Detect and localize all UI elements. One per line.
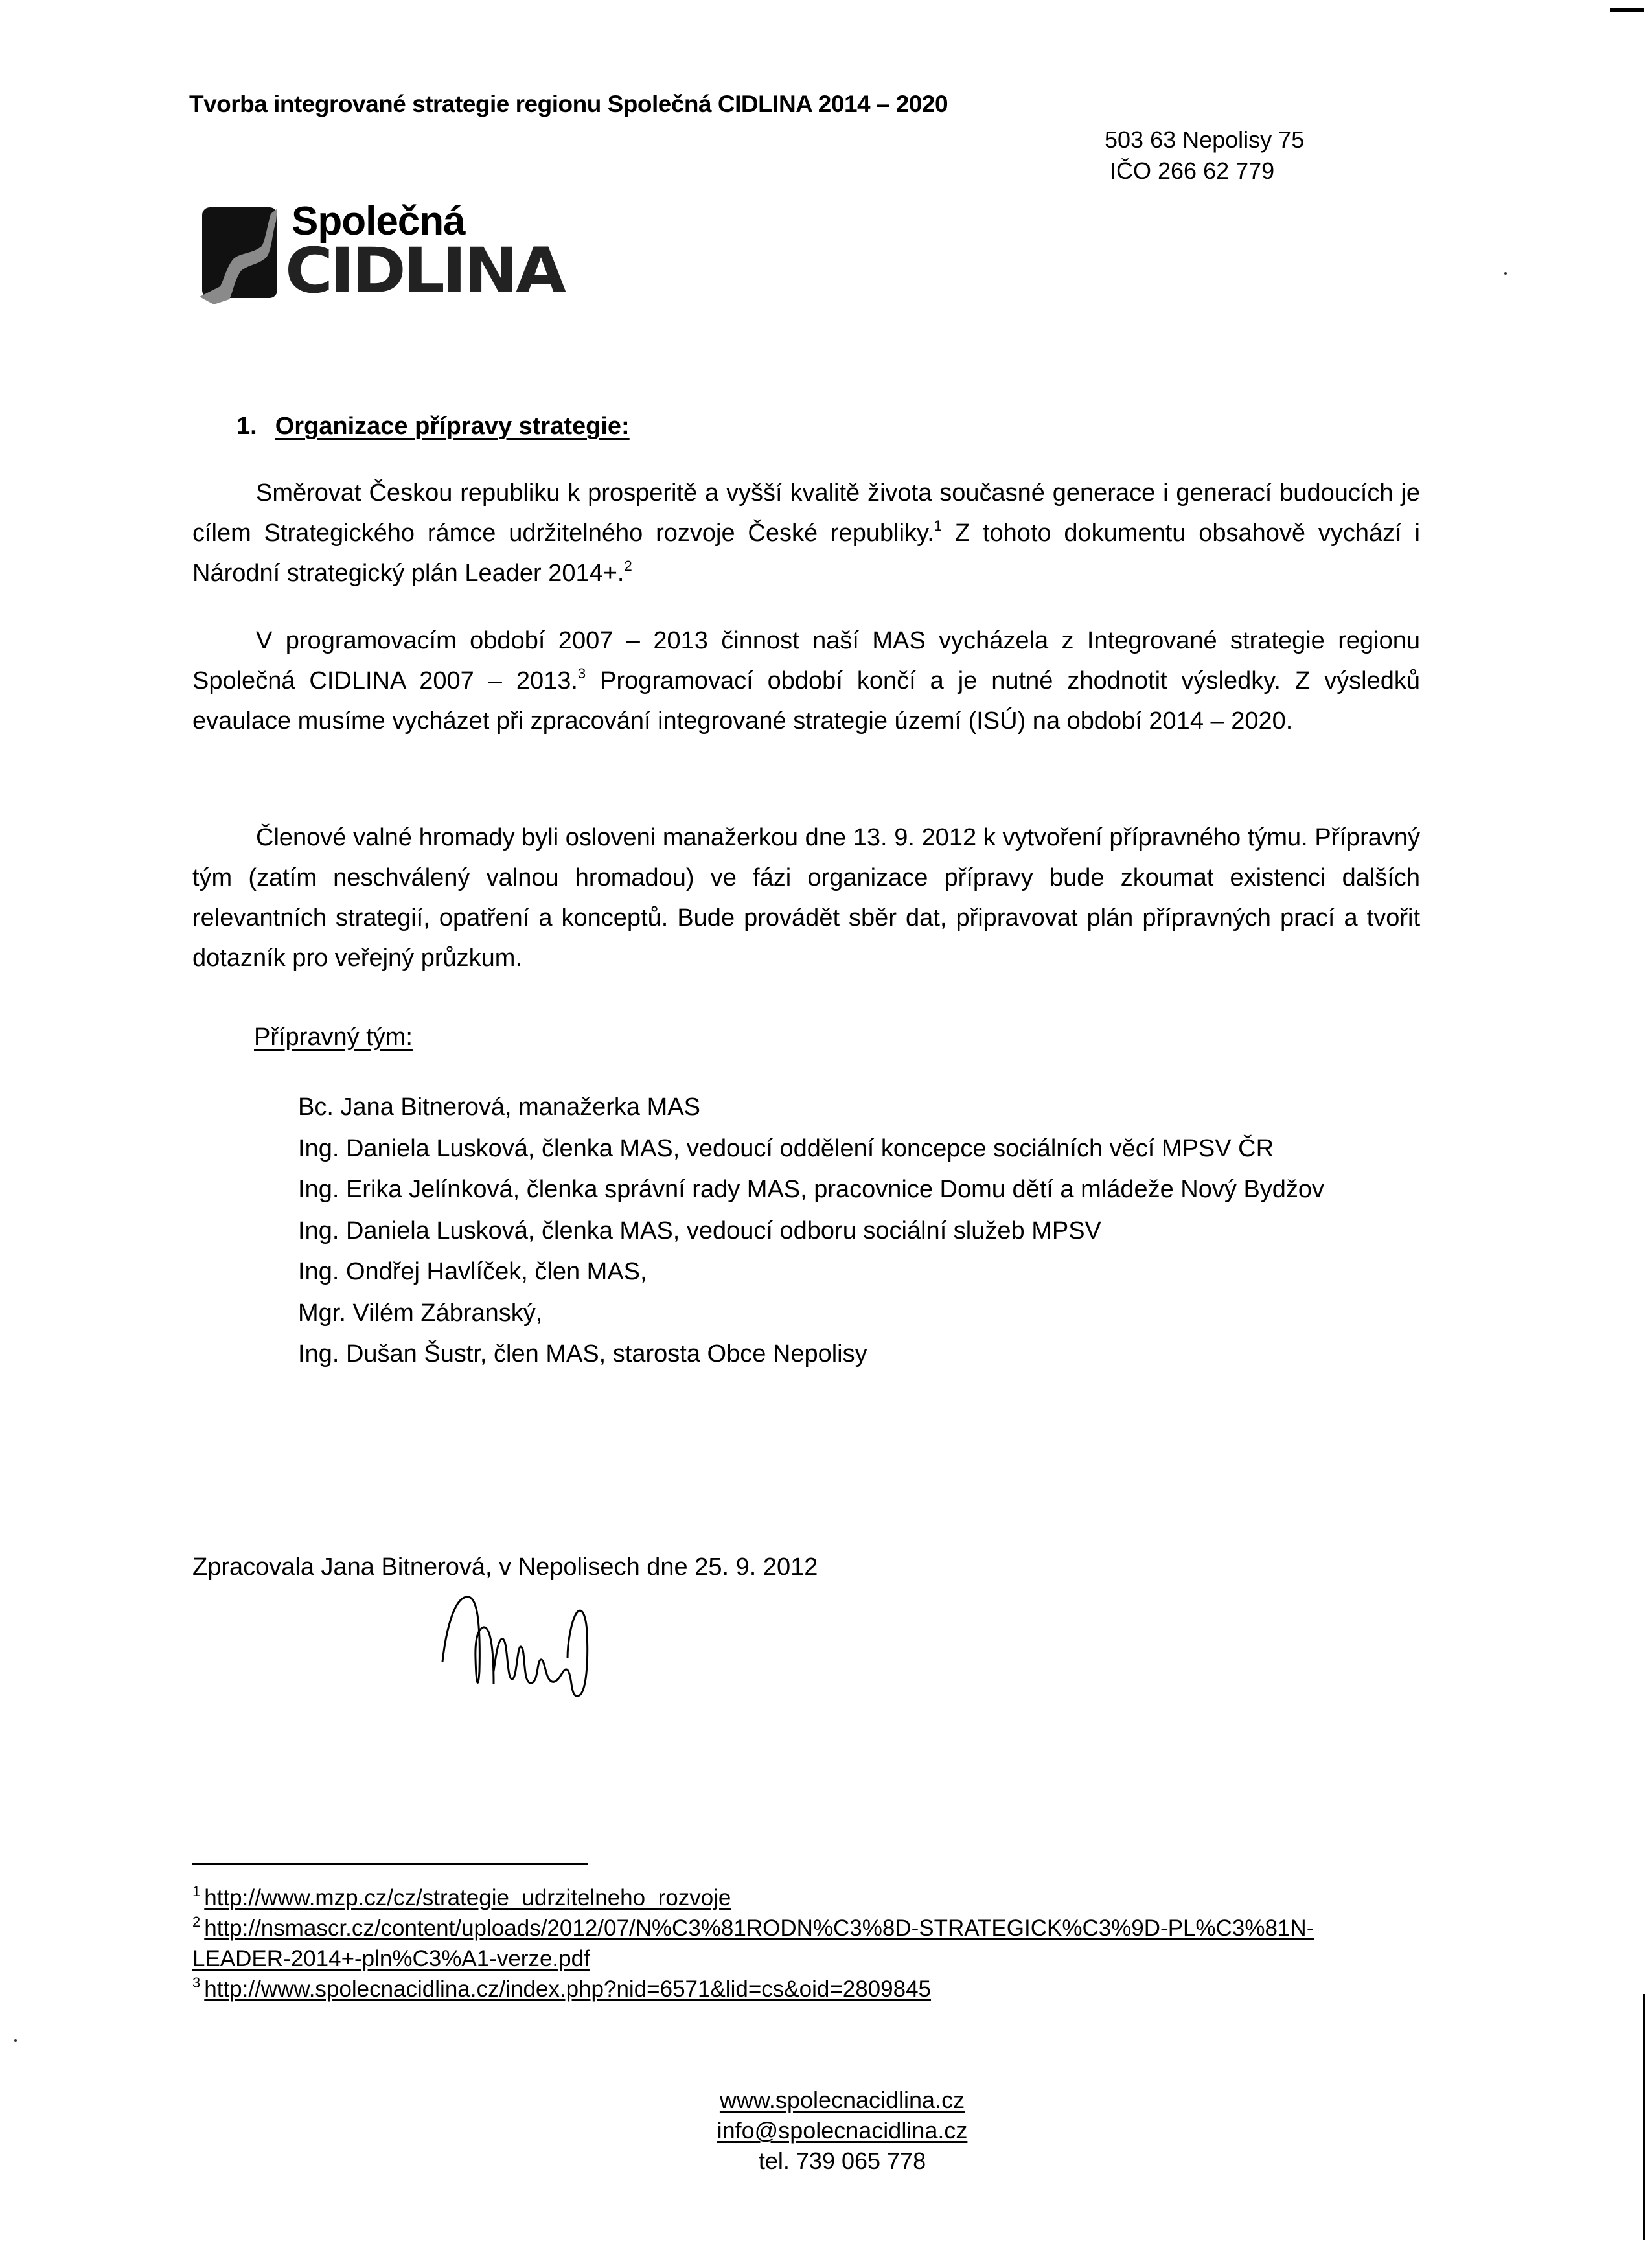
paragraph-2: [192, 621, 1420, 741]
logo-word-spolecna: Společná: [292, 199, 465, 244]
website-link[interactable]: www.spolecnacidlina.cz: [719, 2087, 965, 2113]
footnote-2: [192, 1913, 1423, 1943]
team-member: Ing. Ondřej Havlíček, člen MAS,: [298, 1258, 647, 1285]
footnote-ref-2[interactable]: 2: [624, 558, 632, 574]
team-heading: Přípravný tým:: [254, 1024, 413, 1051]
team-member: Mgr. Vilém Zábranský,: [298, 1299, 543, 1327]
scan-edge-line: [1643, 1994, 1645, 2240]
team-member: Ing. Daniela Lusková, členka MAS, vedoucí odboru sociální služeb MPSV: [298, 1217, 1101, 1244]
footnote-link[interactable]: http://www.mzp.cz/cz/strategie_udrzitelneho_rozvoje: [204, 1885, 731, 1910]
footnotes: [192, 1883, 1423, 2004]
document-header-title: Tvorba integrované strategie regionu Společná CIDLINA 2014 – 2020: [189, 91, 948, 117]
footnote-number: 2: [192, 1914, 201, 1930]
footnote-number: 1: [192, 1883, 201, 1899]
team-member: Bc. Jana Bitnerová, manažerka MAS: [298, 1094, 700, 1121]
paragraph-text: Směrovat Českou republiku k prosperitě a vyšší kvalitě života současné generace i generací budoucích je cílem Strategického rámce udržitelného rozvoje České republiky.: [192, 479, 1420, 547]
handwritten-signature-icon: [441, 1594, 687, 1717]
contact-footer: [648, 2085, 1037, 2176]
footnote-ref-3[interactable]: 3: [577, 665, 586, 682]
footnote-3: [192, 1974, 1423, 2004]
paragraph-text: Členové valné hromady byli osloveni manažerkou dne 13. 9. 2012 k vytvoření přípravného týmu. Přípravný tým (zatím neschválený valnou hromadou) ve fázi organizace přípravy bude zkoumat existenci dalších relevantních strategií, opatření a konceptů. Bude provádět sběr dat, připravovat plán přípravných prací a tvořit dotazník pro veřejný průzkum.: [192, 824, 1420, 972]
paragraph-text: Z tohoto dokumentu obsahově vychází i Národní strategický plán Leader 2014+.: [192, 520, 1421, 587]
paragraph-text: V programovacím období 2007 – 2013 činnost naší MAS vycházela z Integrované strategie regionu Společná CIDLINA 2007 – 2013.: [192, 627, 1420, 694]
footnote-number: 3: [192, 1975, 201, 1991]
team-member: Ing. Dušan Šustr, člen MAS, starosta Obce Nepolisy: [298, 1340, 867, 1368]
paragraph-3: [192, 818, 1420, 978]
paragraph-1: [192, 473, 1420, 593]
section-heading: [236, 413, 630, 441]
address-line: 503 63 Nepolisy 75: [1105, 126, 1305, 153]
footnote-ref-1[interactable]: 1: [934, 518, 943, 534]
footnote-2-continuation: [192, 1943, 1423, 1974]
footnote-separator: [192, 1863, 588, 1865]
scan-speck: [1504, 272, 1507, 275]
scan-corner-mark: [1610, 8, 1644, 12]
section-title: Organizace přípravy strategie:: [275, 413, 630, 440]
company-id: IČO 266 62 779: [1110, 157, 1275, 184]
footnote-link[interactable]: http://nsmascr.cz/content/uploads/2012/07/N%C3%81RODN%C3%8D-STRATEGICK%C3%9D-PL%C3%81N-: [204, 1916, 1314, 1941]
footnote-link[interactable]: http://www.spolecnacidlina.cz/index.php?nid=6571&lid=cs&oid=2809845: [204, 1976, 932, 2002]
team-member-list: [298, 1087, 1324, 1375]
team-member: Ing. Erika Jelínková, členka správní rady MAS, pracovnice Domu dětí a mládeže Nový Bydžov: [298, 1176, 1325, 1203]
organization-logo: [194, 194, 583, 308]
email-link[interactable]: info@spolecnacidlina.cz: [717, 2117, 968, 2144]
logo-word-cidlina: CIDLINA: [285, 235, 564, 307]
phone-number: tel. 739 065 778: [758, 2148, 926, 2174]
section-number: 1.: [236, 413, 257, 440]
footnote-link[interactable]: LEADER-2014+-pln%C3%A1-verze.pdf: [192, 1946, 590, 1971]
organization-address: [1105, 124, 1304, 187]
team-member: Ing. Daniela Lusková, členka MAS, vedoucí oddělení koncepce sociálních věcí MPSV ČR: [298, 1134, 1274, 1162]
prepared-by-line: Zpracovala Jana Bitnerová, v Nepolisech dne 25. 9. 2012: [192, 1553, 818, 1581]
paragraph-text: Programovací období končí a je nutné zhodnotit výsledky. Z výsledků evaulace musíme vycházet při zpracování integrované strategie území (ISÚ) na období 2014 – 2020.: [192, 667, 1420, 735]
footnote-1: [192, 1883, 1423, 1913]
river-stripe-icon: [194, 194, 285, 311]
scan-speck: [14, 2039, 17, 2042]
